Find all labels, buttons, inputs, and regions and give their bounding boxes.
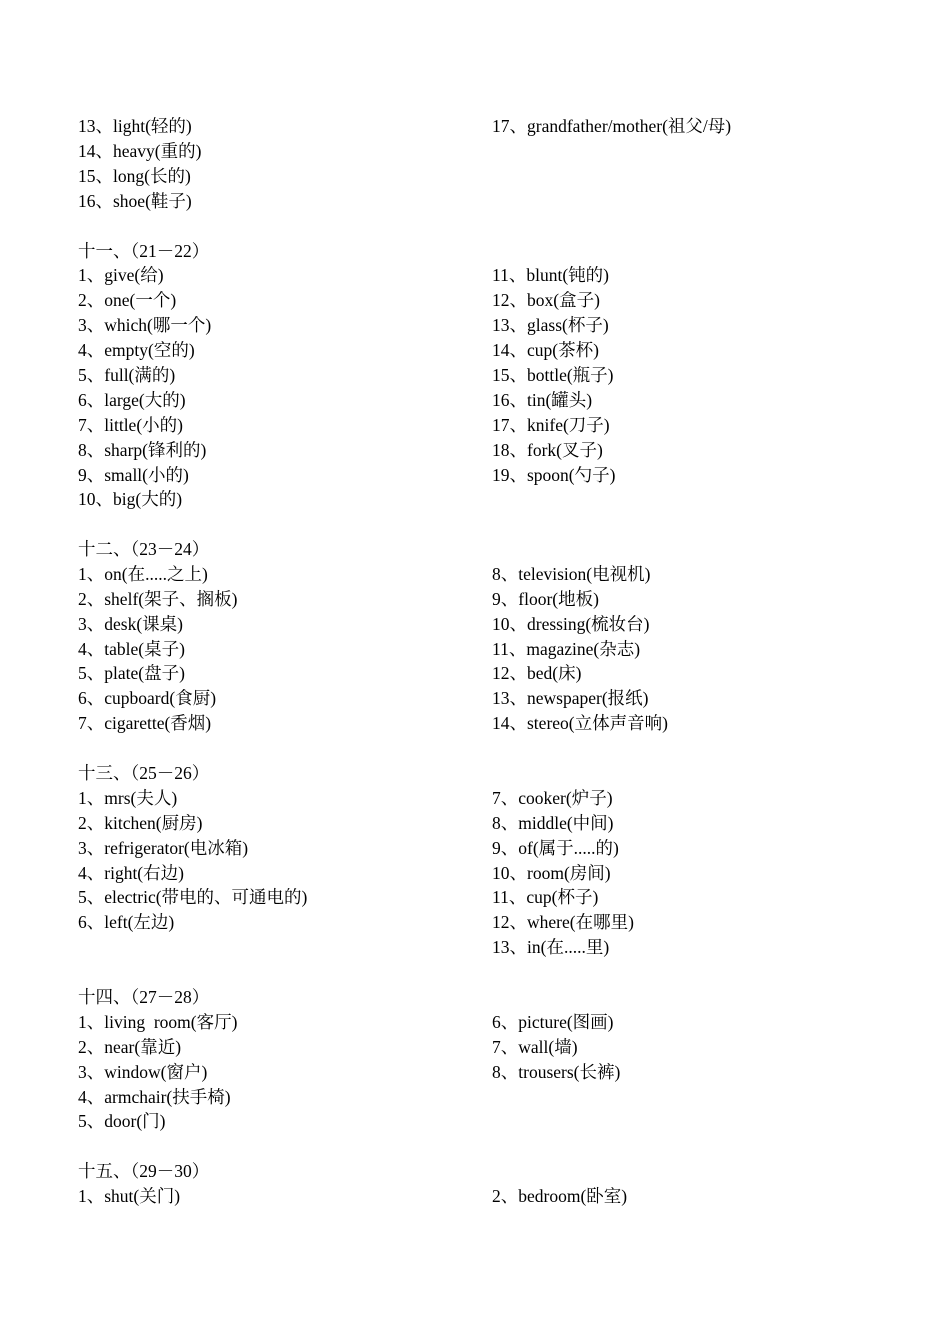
word-entry: 6、cupboard(食厨) [78,688,217,709]
word-entry: 13、in(在.....里) [492,937,610,958]
section-heading: 十二、（23－24） [78,539,210,559]
word-row [78,288,898,313]
word-entry: 8、television(电视机) [492,563,651,584]
section-lesson-27-28 [78,985,898,1134]
word-entry: 8、trousers(长裤) [492,1061,621,1082]
word-entry: 5、full(满的) [78,364,176,385]
word-entry: 4、armchair(扶手椅) [78,1086,231,1107]
word-row [78,910,898,935]
word-entry: 2、kitchen(厨房) [78,812,203,833]
word-entry: 4、right(右边) [78,862,184,883]
word-entry: 18、fork(叉子) [492,439,603,460]
word-row [78,885,898,910]
word-entry: 17、knife(刀子) [492,414,610,435]
section-heading: 十四、（27－28） [78,987,210,1007]
section-heading: 十三、（25－26） [78,763,210,783]
word-row [78,562,898,587]
word-entry: 15、long(长的) [78,165,191,186]
word-entry: 1、mrs(夫人) [78,787,178,808]
word-row [78,935,898,960]
word-entry: 7、little(小的) [78,414,183,435]
word-entry: 16、tin(罐头) [492,389,593,410]
word-entry: 5、door(门) [78,1111,166,1132]
word-row [78,338,898,363]
word-row [78,463,898,488]
section-continued [78,114,898,214]
word-row [78,413,898,438]
word-entry: 11、magazine(杂志) [492,638,641,659]
section-heading: 十一、（21－22） [78,240,210,261]
section-lesson-29-30 [78,1159,898,1209]
word-entry: 14、stereo(立体声音响) [492,713,668,734]
word-entry: 12、where(在哪里) [492,912,634,933]
word-entry: 5、electric(带电的、可通电的) [78,887,308,908]
word-entry: 1、give(给) [78,265,164,286]
word-row [78,861,898,886]
word-row [78,1060,898,1085]
word-entry: 10、dressing(梳妆台) [492,613,650,634]
word-entry: 7、cigarette(香烟) [78,713,212,734]
word-entry: 13、light(轻的) [78,116,192,136]
word-entry: 11、blunt(钝的) [492,265,609,286]
word-entry: 10、big(大的) [78,489,183,510]
word-entry: 8、sharp(锋利的) [78,439,207,460]
word-entry: 3、window(窗户) [78,1061,208,1082]
section-lesson-25-26 [78,761,898,960]
word-entry: 9、small(小的) [78,464,189,485]
word-row [78,587,898,612]
word-entry: 2、bedroom(卧室) [492,1185,628,1206]
word-entry: 2、one(一个) [78,290,177,311]
word-row [78,836,898,861]
word-row [78,189,898,214]
word-entry: 2、near(靠近) [78,1036,182,1057]
word-entry: 2、shelf(架子、搁板) [78,588,238,609]
word-entry: 1、shut(关门) [78,1185,181,1206]
word-entry: 13、glass(杯子) [492,315,609,336]
word-row [78,363,898,388]
word-entry: 6、left(左边) [78,912,175,933]
word-entry: 1、living room(客厅) [78,1011,238,1032]
word-entry: 7、cooker(炉子) [492,787,613,808]
word-entry: 12、bed(床) [492,663,582,684]
word-entry: 8、middle(中间) [492,812,614,833]
word-row [78,711,898,736]
section-lesson-21-22 [78,239,898,513]
word-row [78,612,898,637]
word-row [78,1184,898,1209]
word-entry: 6、large(大的) [78,389,186,410]
word-entry: 14、heavy(重的) [78,140,202,161]
word-entry: 7、wall(墙) [492,1036,578,1057]
word-row [78,686,898,711]
word-row [78,388,898,413]
section-heading: 十五、（29－30） [78,1161,210,1181]
word-entry: 9、floor(地板) [492,588,599,609]
word-row [78,438,898,463]
word-row [78,487,898,512]
word-row [78,786,898,811]
word-row [78,811,898,836]
word-row [78,1109,898,1134]
word-entry: 9、of(属于.....的) [492,837,619,858]
word-entry: 5、plate(盘子) [78,663,185,684]
word-entry: 19、spoon(勺子) [492,464,616,485]
word-entry: 3、which(哪一个) [78,315,212,336]
word-entry: 3、refrigerator(电冰箱) [78,837,249,858]
word-entry: 10、room(房间) [492,862,611,883]
word-row [78,313,898,338]
word-entry: 3、desk(课桌) [78,613,183,634]
word-row [78,263,898,288]
word-row [78,114,898,139]
word-entry: 12、box(盒子) [492,290,600,311]
section-lesson-23-24 [78,537,898,736]
word-entry: 4、empty(空的) [78,340,195,361]
word-entry: 14、cup(茶杯) [492,340,599,361]
word-row [78,1010,898,1035]
word-row [78,164,898,189]
word-row [78,637,898,662]
word-entry: 15、bottle(瓶子) [492,364,614,385]
word-entry: 6、picture(图画) [492,1011,614,1032]
word-row [78,661,898,686]
word-entry: 4、table(桌子) [78,638,185,659]
word-row [78,1035,898,1060]
word-entry: 13、newspaper(报纸) [492,688,649,709]
word-entry: 16、shoe(鞋子) [78,190,192,211]
word-entry: 1、on(在.....之上) [78,563,208,584]
word-row [78,139,898,164]
word-entry: 11、cup(杯子) [492,887,599,908]
word-entry: 17、grandfather/mother(祖父/母) [492,116,732,136]
word-row [78,1085,898,1110]
